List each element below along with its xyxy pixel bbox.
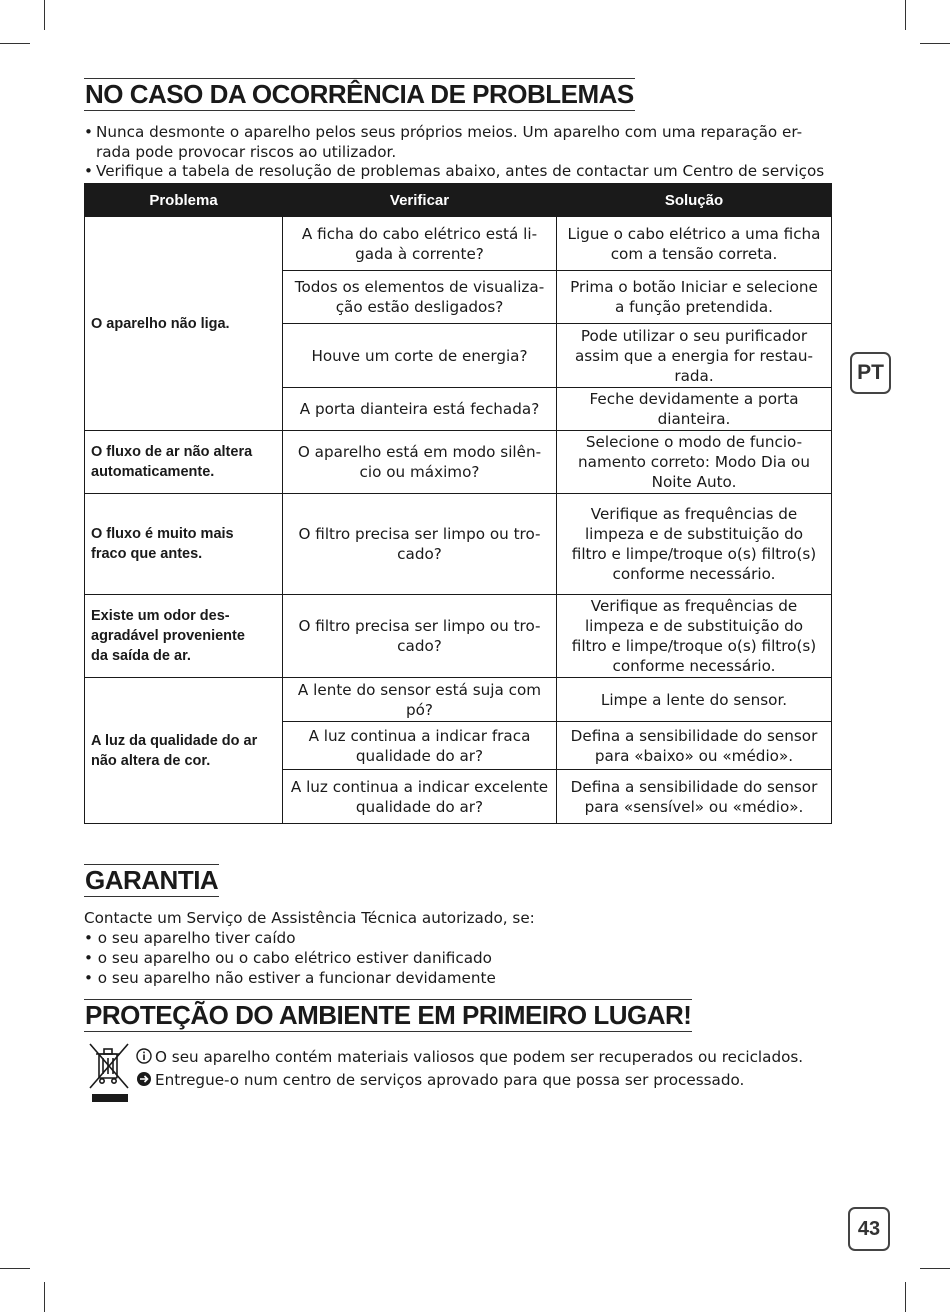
environment-heading: PROTEÇÃO DO AMBIENTE EM PRIMEIRO LUGAR! (85, 1000, 692, 1030)
problem-cell: Existe um odor des- agradável proveniente da saída de ar. (85, 595, 283, 678)
crop-mark (920, 43, 950, 44)
problem-cell: A luz da qualidade do ar não altera de cor. (85, 678, 283, 824)
check-cell: O filtro precisa ser limpo ou tro- cado? (283, 494, 557, 595)
problem-cell: O fluxo é muito mais fraco que antes. (85, 494, 283, 595)
info-text: O seu aparelho contém materiais valiosos que podem ser recuperados ou reciclados. (155, 1048, 804, 1066)
crop-mark (0, 1268, 30, 1269)
table-row (85, 678, 832, 722)
arrow-line (136, 1070, 744, 1090)
crop-mark (920, 1268, 950, 1269)
warranty-item: • o seu aparelho ou o cabo elétrico estiver danificado (84, 949, 492, 967)
warranty-heading: GARANTIA (85, 865, 219, 895)
problem-cell: O aparelho não liga. (85, 217, 283, 431)
arrow-icon (136, 1071, 152, 1087)
header-problem: Problema (85, 184, 283, 217)
solution-cell: Ligue o cabo elétrico a uma ficha com a tensão correta. (557, 217, 832, 271)
problem-cell: O fluxo de ar não altera automaticamente. (85, 431, 283, 494)
solution-cell: Limpe a lente do sensor. (557, 678, 832, 722)
troubleshooting-table (84, 183, 832, 824)
table-row (85, 217, 832, 271)
solution-cell: Pode utilizar o seu purificador assim que a energia for restau- rada. (557, 324, 832, 388)
bullet-item: • Verifique a tabela de resolução de problemas abaixo, antes de contactar um Centro de serviços (84, 162, 825, 180)
warranty-intro: Contacte um Serviço de Assistência Técnica autorizado, se: (84, 909, 535, 927)
troubleshooting-heading: NO CASO DA OCORRÊNCIA DE PROBLEMAS (85, 79, 634, 109)
solution-cell: Prima o botão Iniciar e selecione a função pretendida. (557, 271, 832, 324)
solution-cell: Defina a sensibilidade do sensor para «baixo» ou «médio». (557, 722, 832, 770)
check-cell: A lente do sensor está suja com pó? (283, 678, 557, 722)
solution-cell: Defina a sensibilidade do sensor para «sensível» ou «médio». (557, 770, 832, 824)
page-number: 43 (848, 1207, 890, 1251)
solution-cell: Selecione o modo de funcio- namento correto: Modo Dia ou Noite Auto. (557, 431, 832, 494)
weee-bar (92, 1094, 128, 1102)
header-solution: Solução (557, 184, 832, 217)
check-cell: O filtro precisa ser limpo ou tro- cado? (283, 595, 557, 678)
solution-cell: Verifique as frequências de limpeza e de substituição do filtro e limpe/troque o(s) filtro(s) conforme necessário. (557, 494, 832, 595)
check-cell: A luz continua a indicar excelente qualidade do ar? (283, 770, 557, 824)
solution-cell: Verifique as frequências de limpeza e de substituição do filtro e limpe/troque o(s) filtro(s) conforme necessário. (557, 595, 832, 678)
language-badge: PT (850, 352, 891, 394)
bullet-text: Verifique a tabela de resolução de problemas abaixo, antes de contactar um Centro de serviços (96, 162, 825, 180)
arrow-text: Entregue-o num centro de serviços aprovado para que possa ser processado. (155, 1071, 745, 1089)
table-row (85, 595, 832, 678)
warranty-item: • o seu aparelho tiver caído (84, 929, 296, 947)
crop-mark (905, 0, 906, 30)
warranty-item: • o seu aparelho não estiver a funcionar devidamente (84, 969, 496, 987)
bullet-text: rada pode provocar riscos ao utilizador. (96, 143, 397, 161)
check-cell: A ficha do cabo elétrico está li- gada à corrente? (283, 217, 557, 271)
check-cell: Houve um corte de energia? (283, 324, 557, 388)
table-row (85, 431, 832, 494)
header-check: Verificar (283, 184, 557, 217)
check-cell: A luz continua a indicar fraca qualidade do ar? (283, 722, 557, 770)
table-row (85, 494, 832, 595)
table-header-row (85, 184, 832, 217)
crop-mark (44, 0, 45, 30)
crop-mark (905, 1282, 906, 1312)
crop-mark (0, 43, 30, 44)
solution-cell: Feche devidamente a porta dianteira. (557, 388, 832, 431)
weee-bin-icon (86, 1042, 132, 1090)
bullet-item: • Nunca desmonte o aparelho pelos seus próprios meios. Um aparelho com uma reparação er- rada pode provocar riscos ao utilizador. (84, 123, 803, 161)
check-cell: O aparelho está em modo silên- cio ou máximo? (283, 431, 557, 494)
info-line (136, 1047, 803, 1067)
check-cell: A porta dianteira está fechada? (283, 388, 557, 431)
check-cell: Todos os elementos de visualiza- ção estão desligados? (283, 271, 557, 324)
info-icon (136, 1048, 152, 1064)
crop-mark (44, 1282, 45, 1312)
bullet-text: Nunca desmonte o aparelho pelos seus próprios meios. Um aparelho com uma reparação er- (96, 123, 803, 141)
